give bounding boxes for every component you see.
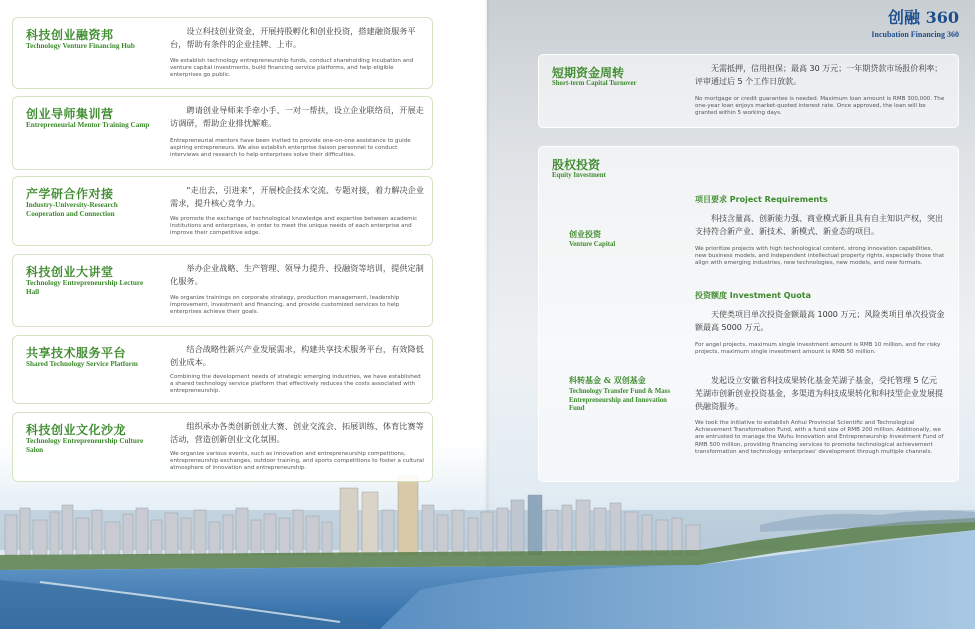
card-title-cn: 科技创业大讲堂 bbox=[26, 265, 114, 279]
fund-desc-en: We took the initiative to establish Anhui Provincial Scientific and Technological Achievement Transformation Fund, with a fund size of RMB 200 million. Additionally, we are entrusted to manage the Wuhu Innovation and Entrepreneurship Investment Fund of RMB 500 million, providing financing services to promote technological achievement transformation and technology enterprises' development through multiple channels. bbox=[695, 420, 944, 455]
card-desc-en: Entrepreneurial mentors have been invited to provide one-on-one assistance to guide aspiring entrepreneurs. We also establish enterprise liaison personnel to conduct interviews and research to help enterprises solve their difficulties. bbox=[170, 138, 411, 159]
card-desc-cn: 举办企业战略、生产管理、领导力提升、投融资等培训，提供定制化服务。 bbox=[170, 263, 424, 286]
card-desc-en: We promote the exchange of technological knowledge and expertise between academic institutions and enterprises, in order to meet the unique needs of each enterprise and improve their competitive edge. bbox=[170, 216, 418, 237]
card-title-cn: 产学研合作对接 bbox=[26, 187, 114, 201]
card-title-en: Technology Venture Financing Hub bbox=[26, 42, 135, 50]
project-requirements-en: We prioritize projects with high technological content, strong innovation capabilities, new business models, and independent intellectual property rights, especially those that align with emerging industries, new technologies, new models, and new formats. bbox=[695, 246, 945, 267]
card-title-cn: 科技创业文化沙龙 bbox=[26, 423, 127, 437]
venture-capital-label-en: Venture Capital bbox=[569, 241, 616, 248]
venture-capital-label-cn: 创业投资 bbox=[569, 229, 601, 239]
card-lecture-hall bbox=[12, 254, 433, 327]
card-short-term-capital bbox=[538, 54, 959, 128]
short-term-title-cn: 短期资金周转 bbox=[552, 66, 625, 80]
short-term-title-en: Short-term Capital Turnover bbox=[552, 80, 637, 87]
equity-title-cn: 股权投资 bbox=[552, 158, 601, 172]
card-title-en: Technology Entrepreneurship Lecture Hall bbox=[26, 279, 144, 296]
card-desc-en: We organize various events, such as innovation and entrepreneurship competitions, entrepreneurship exchanges, outdoor training, and sports competitions to foster a cultural atmosphere of innovation and entrepreneurship. bbox=[170, 451, 424, 472]
card-venture-financing-hub bbox=[12, 17, 433, 89]
card-desc-cn: 聘请创业导师来手牵小手、一对一帮扶，设立企业联络员，开展走访调研，帮助企业排忧解难。 bbox=[170, 105, 424, 128]
card-title-en: Entrepreneurial Mentor Training Camp bbox=[26, 121, 150, 129]
card-desc-cn: 设立科技创业资金，开展持股孵化和创业投资，搭建融资服务平台，帮助有条件的企业挂牌、上市。 bbox=[170, 26, 416, 49]
card-desc-en: We establish technology entrepreneurship funds, conduct shareholding incubation and venture capital investments, build financing service platforms, and help eligible enterprises go public. bbox=[170, 58, 414, 79]
fund-label-cn: 科转基金 & 双创基金 bbox=[569, 375, 646, 385]
card-title-en: Industry-University-Research Cooperation and Connection bbox=[26, 201, 118, 218]
card-desc-cn: 组织承办各类创新创业大赛、创业交流会、拓展训练、体育比赛等活动，营造创新创业文化氛围。 bbox=[170, 421, 424, 444]
card-desc-en: We organize trainings on corporate strategy, production management, leadership improvement, investment and financing, and provide customized services to help enterprises achieve their goals. bbox=[170, 295, 400, 316]
card-title-en: Shared Technology Service Platform bbox=[26, 360, 138, 368]
fund-label-en: Technology Transfer Fund & Mass Entrepreneurship and Innovation Fund bbox=[569, 388, 670, 412]
project-requirements-heading: 项目要求 Project Requirements bbox=[695, 195, 828, 204]
card-equity-investment bbox=[538, 146, 959, 482]
card-title-cn: 共享技术服务平台 bbox=[26, 346, 127, 360]
investment-quota-heading: 投资额度 Investment Quota bbox=[695, 291, 811, 300]
brand-title-en: Incubation Financing 360 bbox=[871, 30, 959, 39]
card-desc-cn: 结合战略性新兴产业发展需求，构建共享技术服务平台，有效降低创业成本。 bbox=[170, 344, 424, 367]
short-term-desc-cn: 无需抵押，信用担保；最高 30 万元；一年期贷款市场报价利率；评审通过后 5 个工作日放款。 bbox=[695, 64, 943, 86]
investment-quota-en: For angel projects, maximum single investment amount is RMB 10 million, and for risky projects, maximum single investment amount is RMB 50 million. bbox=[695, 342, 941, 356]
card-title-cn: 创业导师集训营 bbox=[26, 107, 114, 121]
card-title-en: Technology Entrepreneurship Culture Salon bbox=[26, 437, 144, 454]
brand-title-cn: 创融 360 bbox=[888, 8, 959, 27]
card-desc-en: Combining the development needs of strategic emerging industries, we have established a shared technology service platform that effectively reduces the costs associated with entrepreneurship. bbox=[170, 374, 421, 395]
city-skyline-image bbox=[0, 470, 975, 629]
card-title-cn: 科技创业融资邦 bbox=[26, 28, 114, 42]
investment-quota-cn: 天使类项目单次投资金额最高 1000 万元；风险类项目单次投资金额最高 5000 万元。 bbox=[695, 310, 945, 332]
equity-title-en: Equity Investment bbox=[552, 172, 606, 179]
card-culture-salon bbox=[12, 412, 433, 482]
card-shared-technology-platform bbox=[12, 335, 433, 404]
card-desc-cn: “走出去，引进来”，开展校企技术交流、专题对接，着力解决企业需求，提升核心竞争力。 bbox=[170, 185, 425, 208]
project-requirements-cn: 科技含量高、创新能力强、商业模式新且具有自主知识产权，突出支持符合新产业、新技术、新模式、新业态的项目。 bbox=[695, 214, 943, 236]
fund-desc-cn: 发起设立安徽省科技成果转化基金芜湖子基金，受托管理 5 亿元芜湖市创新创业投资基金，多渠道为科技成果转化和科技型企业发展提供融资服务。 bbox=[695, 376, 943, 411]
card-industry-university-research bbox=[12, 176, 433, 246]
card-mentor-training-camp bbox=[12, 96, 433, 170]
short-term-desc-en: No mortgage or credit guarantee is needed. Maximum loan amount is RMB 300,000. The one-year loan enjoys market-quoted interest rate. Once approved, the loan will be granted within 5 working days. bbox=[695, 96, 945, 117]
